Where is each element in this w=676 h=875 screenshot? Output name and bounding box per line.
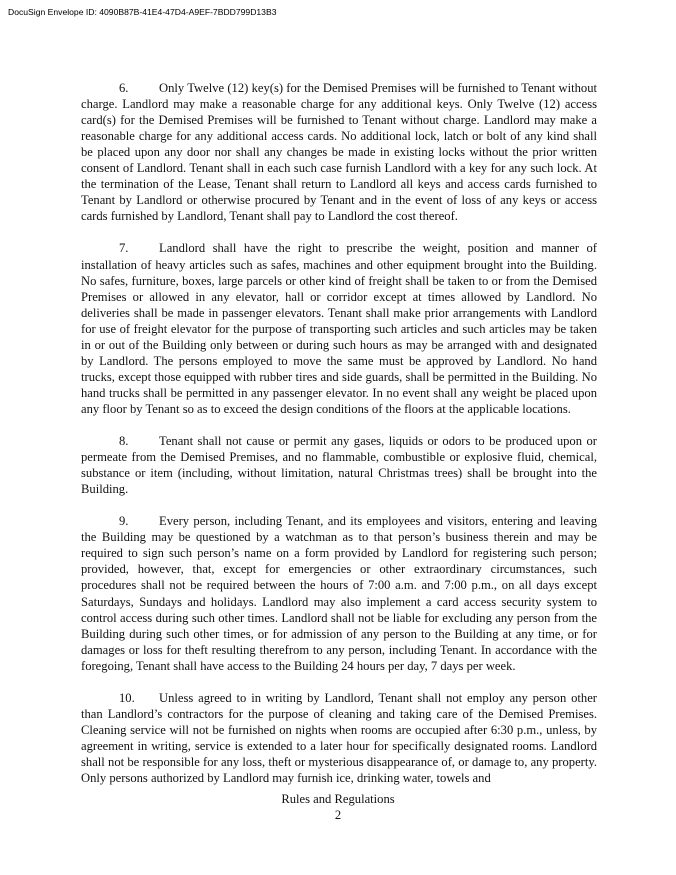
paragraph-number: 10. — [119, 690, 135, 705]
footer-title: Rules and Regulations — [281, 792, 395, 806]
paragraph-6 — [81, 80, 597, 224]
paragraph-text: Tenant shall not cause or permit any gases, liquids or odors to be produced upon or permeate from the Demised Premises, and no flammable, combustible or explosive fluid, chemical, substance or item (including, without limitation, natural Christmas trees) shall be brought into the Building. — [81, 434, 597, 497]
paragraph-number: 8. — [119, 434, 129, 449]
paragraph-text: Unless agreed to in writing by Landlord, Tenant shall not employ any person other than Landlord’s contractors for the purpose of cleaning and taking care of the Demised Premises. Cleaning service will not be furnished on nights when rooms are occupied after 6:30 p.m., unless, by agreement in writing, service is extended to a later hour for specifically designated rooms. Landlord shall not be responsible for any loss, theft or mysterious disappearance of, or damage to, any property. Only persons authorized by Landlord may furnish ice, drinking water, towels and — [81, 690, 597, 786]
paragraph-text: Every person, including Tenant, and its employees and visitors, entering and leaving the Building may be questioned by a watchman as to that person’s business therein and may be required to sign such person’s name on a form provided by Landlord for registering such person; provided, however, that, except for emergencies or other extraordinary circumstances, such procedures shall not be required between the hours of 7:00 a.m. and 7:00 p.m., on all days except Saturdays, Sundays and holidays. Landlord may also implement a card access security system to control access during such other times. Landlord shall not be liable for excluding any person from the Building during such other times, or for admission of any person to the Building at any time, or for damages or loss for theft resulting therefrom to any person, including Tenant. In accordance with the foregoing, Tenant shall have access to the Building 24 hours per day, 7 days per week. — [81, 514, 597, 673]
paragraph-9 — [81, 513, 597, 673]
paragraph-10 — [81, 690, 597, 786]
docusign-envelope-id: DocuSign Envelope ID: 4090B87B-41E4-47D4-A9EF-7BDD799D13B3 — [8, 7, 277, 17]
paragraph-number: 7. — [119, 241, 129, 256]
page-number: 2 — [334, 808, 342, 822]
paragraph-text: Only Twelve (12) key(s) for the Demised Premises will be furnished to Tenant without charge. Landlord may make a reasonable charge for any additional keys. Only Twelve (12) access card(s) for the Demised Premises will be furnished to Tenant without charge. Landlord may make a reasonable charge for any additional access cards. No additional lock, latch or bolt of any kind shall be placed upon any door nor shall any changes be made in existing locks without the prior written consent of Landlord. Tenant shall in each such case furnish Landlord with a key for any such lock. At the termination of the Lease, Tenant shall return to Landlord all keys and access cards furnished to Tenant by Landlord or otherwise procured by Tenant and in the event of loss of any keys or access cards furnished by Landlord, Tenant shall pay to Landlord the cost thereof. — [81, 81, 597, 224]
paragraph-number: 6. — [119, 81, 129, 95]
paragraph-number: 9. — [119, 514, 129, 529]
document-body — [81, 80, 597, 802]
paragraph-7 — [81, 240, 597, 417]
paragraph-8 — [81, 433, 597, 497]
paragraph-text: Landlord shall have the right to prescribe the weight, position and manner of installation of heavy articles such as safes, machines and other equipment brought into the Building. No safes, furniture, boxes, large parcels or other kind of freight shall be taken to or from the Demised Premises or allowed in any elevator, hall or corridor except at times allowed by Landlord. No deliveries shall be made in passenger elevators. Tenant shall make prior arrangements with Landlord for use of freight elevator for the purpose of transporting such articles and such articles may be taken in or out of the Building only between or during such hours as may be arranged with and designated by Landlord. The persons employed to move the same must be approved by Landlord. No hand trucks, except those equipped with rubber tires and side guards, shall be permitted in the Building. No hand trucks shall be permitted in any passenger elevator. In no event shall any weight be placed upon any floor by Tenant so as to exceed the design conditions of the floors at the applicable locations. — [81, 241, 597, 416]
